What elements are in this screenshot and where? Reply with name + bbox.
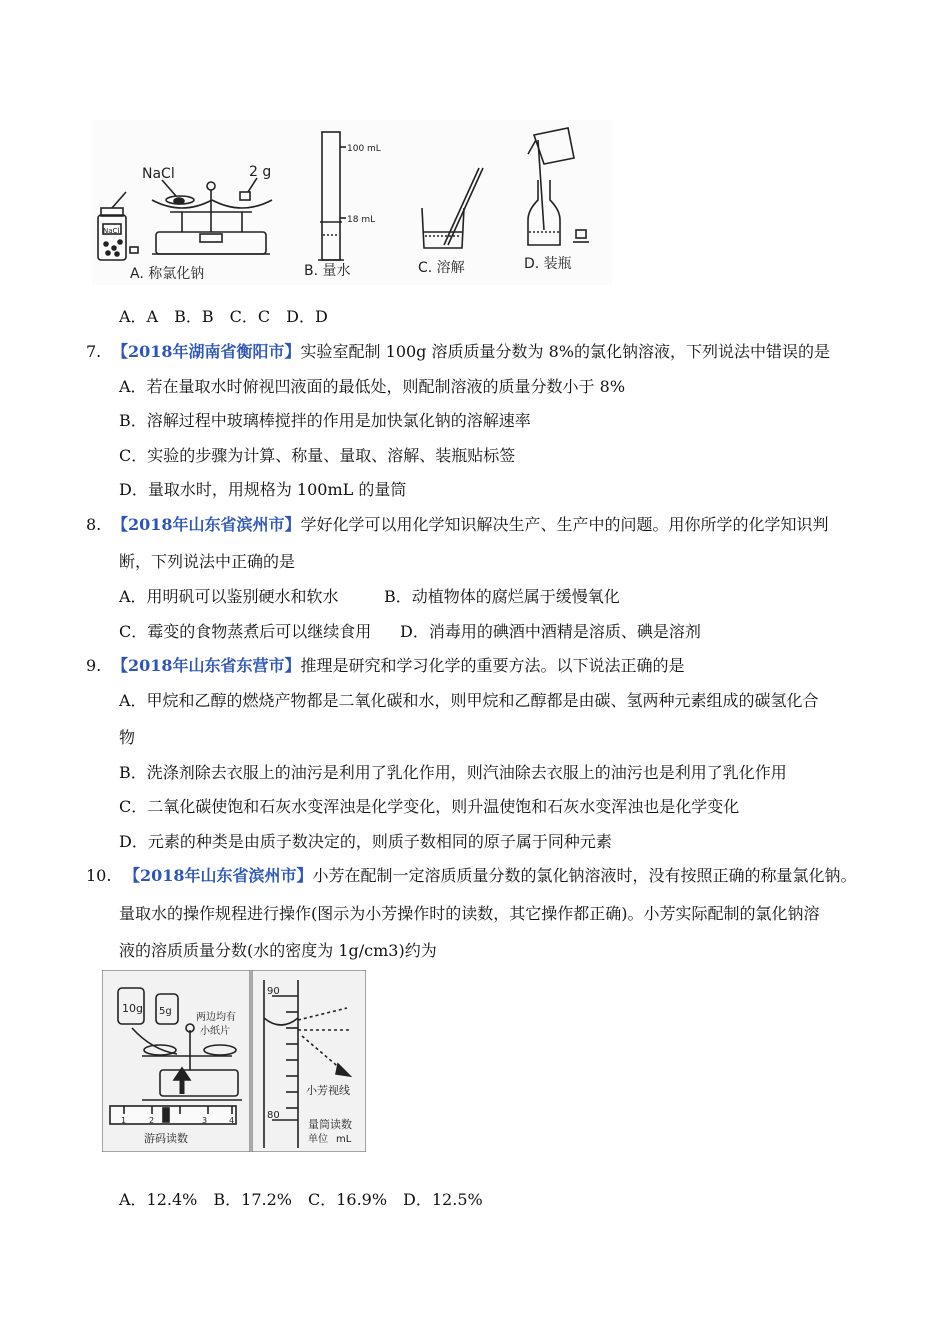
q10-question-line1: 小芳在配制一定溶质质量分数的氯化钠溶液时，没有按照正确的称量氯化钠。 xyxy=(312,866,857,885)
view-line-label: 小芳视线 xyxy=(306,1084,350,1097)
q10-number: 10. xyxy=(86,866,112,885)
q10-source: 【2018年山东省滨州市】 xyxy=(124,866,313,885)
caption-c: C. 溶解 xyxy=(418,260,465,276)
q10-stem xyxy=(86,863,857,886)
q6-options: A．A B．B C．C D．D xyxy=(119,307,328,326)
note-line1: 两边均有 xyxy=(196,1012,236,1023)
q7-option-b: B．溶解过程中玻璃棒搅拌的作用是加快氯化钠的溶解速率 xyxy=(119,411,531,430)
note-line2: 小纸片 xyxy=(200,1026,230,1037)
weight-10g-label: 10g xyxy=(122,1002,143,1015)
cylinder-mark-label: 18 mL xyxy=(347,215,376,225)
q7-option-d: D．量取水时，用规格为 100mL 的量筒 xyxy=(119,480,407,499)
q8-source: 【2018年山东省滨州市】 xyxy=(112,515,301,534)
q7-source: 【2018年湖南省衡阳市】 xyxy=(112,342,301,361)
q8-question-line1: 学好化学可以用化学知识解决生产、生产中的问题。用你所学的化学知识判 xyxy=(300,515,829,534)
ruler-tick-1: 1 xyxy=(121,1116,127,1125)
cylinder-top-label: 100 mL xyxy=(347,144,381,154)
q7-option-a: A．若在量取水时俯视凹液面的最低处，则配制溶液的质量分数小于 8% xyxy=(119,377,626,396)
q7-number: 7. xyxy=(86,342,102,361)
q8-option-c: C．霉变的食物蒸煮后可以继续食用 xyxy=(119,622,372,641)
ruler-tick-3: 3 xyxy=(202,1116,208,1125)
q9-option-a-line2: 物 xyxy=(119,728,136,747)
q9-source: 【2018年山东省东营市】 xyxy=(112,656,301,675)
q9-option-d: D．元素的种类是由质子数决定的，则质子数相同的原子属于同种元素 xyxy=(119,832,612,851)
q8-option-b: B．动植物体的腐烂属于缓慢氧化 xyxy=(384,587,620,606)
q8-option-a: A．用明矾可以鉴别硬水和软水 xyxy=(119,587,339,606)
nacl-label: NaCl xyxy=(142,166,175,182)
q7-option-c: C．实验的步骤为计算、称量、量取、溶解、装瓶贴标签 xyxy=(119,446,516,465)
reading-unit: mL xyxy=(336,1134,352,1145)
q9-question: 推理是研究和学习化学的重要方法。以下说法正确的是 xyxy=(300,656,685,675)
scale-80: 80 xyxy=(267,1110,280,1121)
q7-stem xyxy=(86,339,830,362)
figure-weighing-reading xyxy=(102,970,366,1152)
ruler-caption: 游码读数 xyxy=(144,1132,188,1145)
reading-label-line2: 单位 xyxy=(308,1134,328,1145)
q8-number: 8. xyxy=(86,515,102,534)
reading-label-line1: 量筒读数 xyxy=(308,1118,352,1131)
q9-option-b: B．洗涤剂除去衣服上的油污是利用了乳化作用，则汽油除去衣服上的油污也是利用了乳化作用 xyxy=(119,763,787,782)
q10-question-line3: 液的溶质质量分数(水的密度为 1g/cm3)约为 xyxy=(119,941,437,960)
q9-number: 9. xyxy=(86,656,102,675)
q9-option-a-line1: A．甲烷和乙醇的燃烧产物都是二氧化碳和水，则甲烷和乙醇都是由碳、氢两种元素组成的碳氢化合 xyxy=(119,691,819,710)
weight-label: 2 g xyxy=(249,164,272,180)
q9-stem xyxy=(86,653,685,676)
scale-90: 90 xyxy=(267,986,280,997)
ruler-tick-4: 4 xyxy=(229,1116,235,1125)
jar-label: NaCl xyxy=(103,227,120,235)
weight-5g-label: 5g xyxy=(159,1006,172,1017)
figure-solution-steps xyxy=(92,120,612,285)
q7-question: 实验室配制 100g 溶质质量分数为 8%的氯化钠溶液，下列说法中错误的是 xyxy=(300,342,830,361)
caption-b: B. 量水 xyxy=(304,263,351,279)
q8-option-d: D．消毒用的碘酒中酒精是溶质、碘是溶剂 xyxy=(400,622,701,641)
caption-a: A. 称氯化钠 xyxy=(130,266,205,282)
ruler-tick-2: 2 xyxy=(149,1116,155,1125)
q10-options: A．12.4% B．17.2% C．16.9% D．12.5% xyxy=(119,1190,483,1209)
q10-question-line2: 量取水的操作规程进行操作(图示为小芳操作时的读数，其它操作都正确)。小芳实际配制的氯化钠溶 xyxy=(119,904,820,923)
caption-d: D. 装瓶 xyxy=(524,256,572,272)
q8-question-line2: 断，下列说法中正确的是 xyxy=(119,552,296,571)
q8-stem xyxy=(86,512,829,535)
q9-option-c: C．二氧化碳使饱和石灰水变浑浊是化学变化，则升温使饱和石灰水变浑浊也是化学变化 xyxy=(119,797,740,816)
